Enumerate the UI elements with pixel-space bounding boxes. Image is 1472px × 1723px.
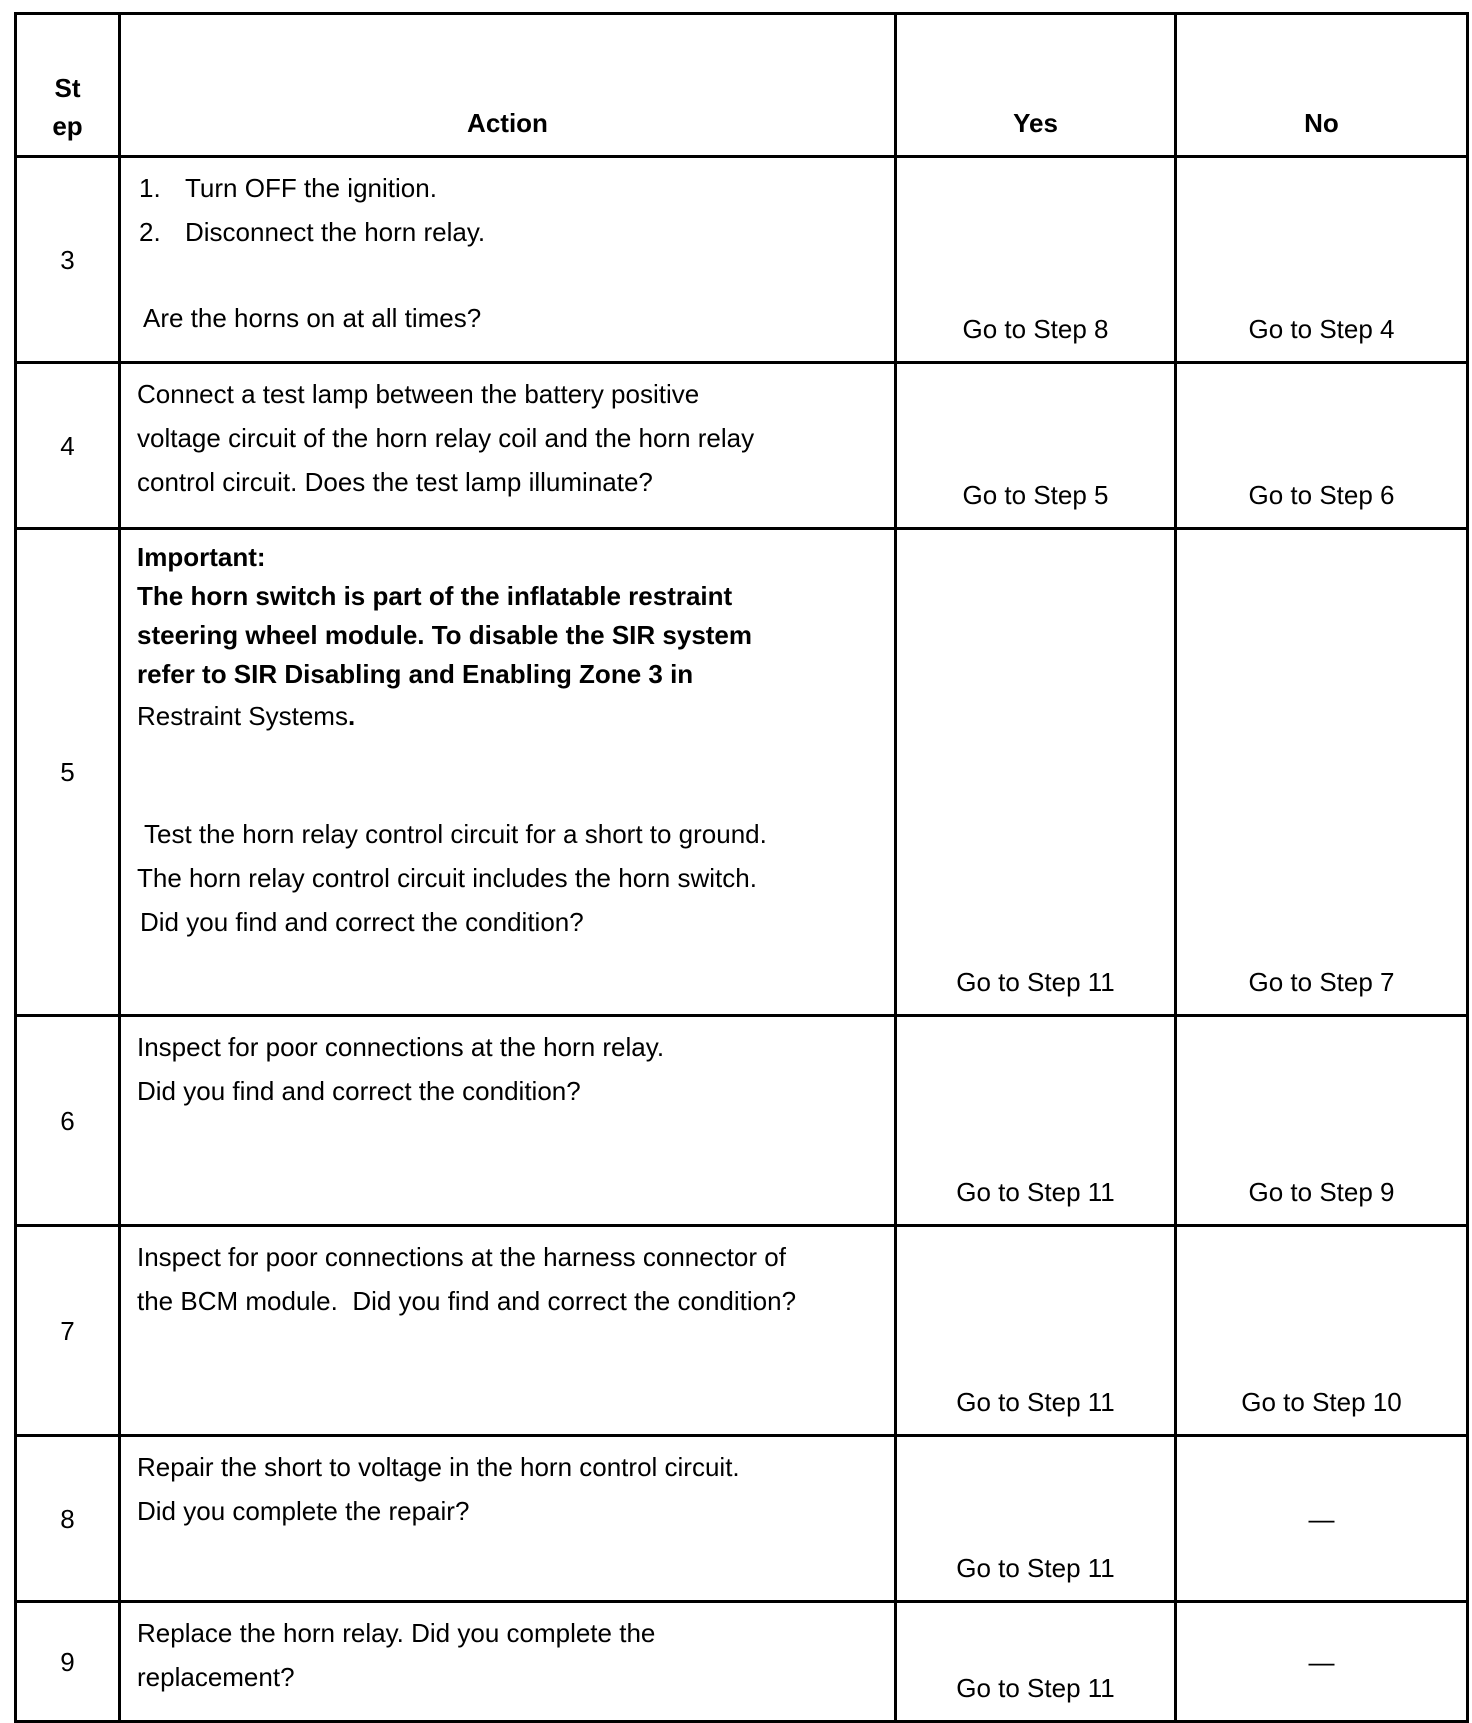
- no-result: Go to Step 10: [1176, 1226, 1468, 1436]
- important-tail: [137, 694, 878, 738]
- table-row: [16, 1016, 1468, 1226]
- action-line: The horn relay control circuit includes the horn switch.: [137, 863, 757, 893]
- action-line: Test the horn relay control circuit for a short to ground.: [144, 819, 767, 849]
- list-marker: 2.: [139, 217, 161, 247]
- yes-result: Go to Step 8: [896, 157, 1176, 363]
- diagnostic-table: [14, 12, 1469, 1723]
- action-line: Did you find and correct the condition?: [140, 907, 584, 937]
- step-number: 4: [16, 363, 120, 529]
- action-cell: [120, 1602, 896, 1722]
- header-no: No: [1176, 14, 1468, 157]
- action-line: Replace the horn relay. Did you complete the: [137, 1618, 656, 1648]
- action-line: Did you complete the repair?: [137, 1496, 470, 1526]
- step-number: 6: [16, 1016, 120, 1226]
- important-tail-period: .: [347, 701, 356, 731]
- list-text: Turn OFF the ignition.: [185, 173, 437, 203]
- no-result: Go to Step 6: [1176, 363, 1468, 529]
- header-step-line1: St: [54, 73, 81, 103]
- header-yes: Yes: [896, 14, 1176, 157]
- step-number: 3: [16, 157, 120, 363]
- yes-result: Go to Step 5: [896, 363, 1176, 529]
- action-cell: [120, 363, 896, 529]
- yes-result: Go to Step 11: [896, 1436, 1176, 1602]
- yes-result: Go to Step 11: [896, 1226, 1176, 1436]
- no-result: —: [1176, 1436, 1468, 1602]
- list-text: Disconnect the horn relay.: [185, 217, 486, 247]
- table-row: [16, 1602, 1468, 1722]
- action-line: Connect a test lamp between the battery positive: [137, 379, 700, 409]
- important-line: The horn switch is part of the inflatable restraint: [137, 581, 733, 611]
- important-tail-text: Restraint Systems: [137, 701, 348, 731]
- yes-result: Go to Step 11: [896, 529, 1176, 1016]
- header-row: [16, 14, 1468, 157]
- no-result: Go to Step 7: [1176, 529, 1468, 1016]
- important-line: refer to SIR Disabling and Enabling Zone 3 in: [137, 659, 694, 689]
- important-line: steering wheel module. To disable the SIR system: [137, 620, 753, 650]
- yes-result: Go to Step 11: [896, 1602, 1176, 1722]
- action-line: Inspect for poor connections at the horn relay.: [137, 1032, 665, 1062]
- step-number: 9: [16, 1602, 120, 1722]
- action-line: Repair the short to voltage in the horn control circuit.: [137, 1452, 740, 1482]
- table-row: [16, 1436, 1468, 1602]
- table-row: [16, 1226, 1468, 1436]
- list-item: [137, 210, 878, 254]
- important-label: Important:: [137, 542, 266, 572]
- yes-result: Go to Step 11: [896, 1016, 1176, 1226]
- header-step-line2: ep: [52, 111, 83, 141]
- question-text: Are the horns on at all times?: [143, 303, 482, 333]
- action-line: the BCM module. Did you find and correct the condition?: [137, 1286, 797, 1316]
- action-cell: [120, 529, 896, 1016]
- step-number: 8: [16, 1436, 120, 1602]
- action-line: replacement?: [137, 1662, 295, 1692]
- no-result: —: [1176, 1602, 1468, 1722]
- action-cell: [120, 157, 896, 363]
- table-row: [16, 157, 1468, 363]
- list-marker: 1.: [139, 173, 161, 203]
- action-cell: [120, 1016, 896, 1226]
- no-result: Go to Step 4: [1176, 157, 1468, 363]
- action-line: control circuit. Does the test lamp illuminate?: [137, 467, 653, 497]
- header-action: Action: [120, 14, 896, 157]
- step-number: 7: [16, 1226, 120, 1436]
- step-number: 5: [16, 529, 120, 1016]
- table-row: [16, 363, 1468, 529]
- table-row: [16, 529, 1468, 1016]
- action-line: Did you find and correct the condition?: [137, 1076, 581, 1106]
- action-cell: [120, 1226, 896, 1436]
- action-line: Inspect for poor connections at the harness connector of: [137, 1242, 786, 1272]
- no-result: Go to Step 9: [1176, 1016, 1468, 1226]
- action-cell: [120, 1436, 896, 1602]
- list-item: [137, 166, 878, 210]
- action-line: voltage circuit of the horn relay coil and the horn relay: [137, 423, 755, 453]
- header-step: [16, 14, 120, 157]
